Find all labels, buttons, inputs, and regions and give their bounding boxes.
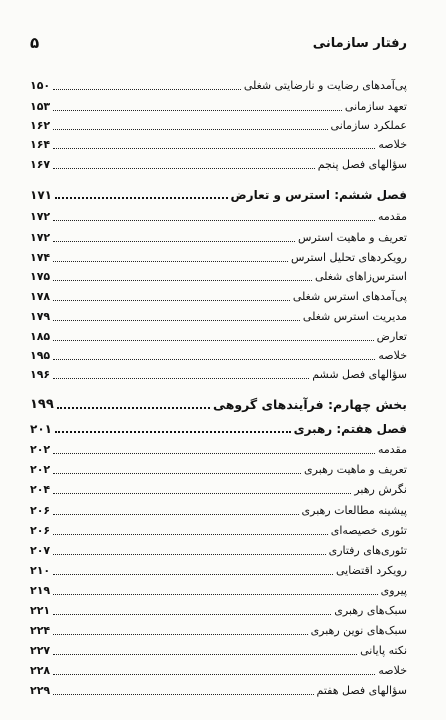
dot-leader [53, 514, 298, 515]
toc-entry [30, 153, 407, 172]
toc-entry-page: ۲۰۲ [30, 443, 51, 456]
toc-entry [30, 438, 407, 457]
toc-entry-page: ۲۰۷ [30, 544, 51, 557]
dot-leader [53, 378, 309, 379]
toc-entry [30, 579, 407, 598]
toc-entry-title: سبک‌های نوین رهبری [310, 624, 407, 637]
dot-leader [53, 654, 357, 655]
dot-leader [53, 261, 288, 262]
toc-entry [30, 478, 407, 497]
toc-entry-title: سؤالهای فصل پنجم [317, 158, 407, 171]
toc-entry [30, 499, 407, 518]
dot-leader [53, 534, 328, 535]
toc-entry-title: مدیریت استرس شغلی [302, 310, 407, 323]
toc-entry [30, 133, 407, 152]
toc-entry [30, 205, 407, 224]
toc-entry [30, 559, 407, 578]
toc-entry [30, 325, 407, 344]
toc-entry-title: نگرش رهبر [354, 483, 407, 496]
toc-entry [30, 95, 407, 114]
toc-entry [30, 285, 407, 304]
toc-entry-page: ۲۲۹ [30, 684, 51, 697]
toc-entry [30, 679, 407, 698]
toc-entry [30, 599, 407, 618]
toc-entry [30, 458, 407, 477]
toc-entry-page: ۱۶۷ [30, 158, 51, 171]
toc-entry-page: ۱۵۰ [30, 79, 51, 92]
dot-leader [53, 320, 300, 321]
toc-entry-title: فصل ششم: استرس و تعارض [230, 188, 407, 202]
dot-leader [53, 89, 241, 90]
dot-leader [53, 280, 312, 281]
dot-leader [53, 554, 325, 555]
toc-entry-page: ۱۷۸ [30, 290, 51, 303]
dot-leader [53, 694, 313, 695]
dot-leader [53, 674, 375, 675]
toc-entry-title: پی‌آمدهای استرس شغلی [292, 290, 407, 303]
toc-entry [30, 74, 407, 93]
dot-leader [53, 493, 351, 494]
toc-entry-title: تعهد سازمانی [344, 100, 407, 113]
toc-entry-page: ۱۹۶ [30, 368, 51, 381]
toc-entry-page: ۲۱۹ [30, 584, 51, 597]
toc-entry-page: ۲۰۱ [30, 422, 52, 436]
toc-entry-page: ۱۸۵ [30, 330, 51, 343]
toc-entry [30, 246, 407, 265]
toc-entry [30, 639, 407, 658]
toc-entry [30, 344, 407, 363]
dot-leader [53, 220, 375, 221]
toc-entry [30, 363, 407, 382]
toc-entry-title: فصل هفتم: رهبری [293, 422, 407, 436]
toc-entry [30, 619, 407, 638]
toc-entry-page: ۲۰۴ [30, 483, 51, 496]
dot-leader [53, 453, 375, 454]
toc-entry [30, 519, 407, 538]
toc-entry-title: تعارض [376, 330, 407, 343]
toc-entry-title: خلاصه [378, 349, 407, 362]
toc-entry-title: تعریف و ماهیت رهبری [304, 463, 407, 476]
toc-entry-title: پیروی [380, 584, 407, 597]
toc-entry-title: نکته پایانی [360, 644, 407, 657]
toc-entry [30, 539, 407, 558]
toc-entry-page: ۲۲۴ [30, 624, 51, 637]
toc-entry-page: ۱۵۳ [30, 100, 51, 113]
dot-leader [53, 300, 290, 301]
toc-entry-page: ۲۲۱ [30, 604, 51, 617]
toc-entry-title: عملکرد سازمانی [330, 119, 407, 132]
dot-leader [53, 614, 331, 615]
dot-leader [53, 574, 333, 575]
toc-entry-title: استرس‌زاهای شغلی [314, 270, 407, 283]
toc-part-heading [30, 393, 407, 412]
toc-entry-page: ۲۱۰ [30, 564, 51, 577]
toc-entry-title: تئوری‌های رفتاری [328, 544, 407, 557]
toc-chapter-heading [30, 417, 407, 436]
toc-entry-page: ۱۶۲ [30, 119, 51, 132]
toc-entry-title: مقدمه [377, 443, 407, 456]
toc-entry-page: ۱۷۹ [30, 310, 51, 323]
toc-entry-page: ۲۰۶ [30, 524, 51, 537]
dot-leader [53, 110, 342, 111]
toc-entry-title: خلاصه [378, 664, 407, 677]
toc-entry [30, 265, 407, 284]
dot-leader [53, 359, 375, 360]
toc-entry [30, 114, 407, 133]
toc-chapter-heading [30, 183, 407, 202]
toc-entry-title: خلاصه [378, 138, 407, 151]
toc-entry-page: ۲۲۷ [30, 644, 51, 657]
toc-entry-title: پیشینه مطالعات رهبری [301, 504, 407, 517]
toc-entry-page: ۲۲۸ [30, 664, 51, 677]
toc-entry-page: ۲۰۲ [30, 463, 51, 476]
dot-leader [53, 340, 374, 341]
toc-entry-page: ۱۷۲ [30, 231, 51, 244]
toc-entry-page: ۲۰۶ [30, 504, 51, 517]
running-title: رفتار سازمانی [312, 35, 407, 51]
toc-entry-page: ۱۹۵ [30, 349, 51, 362]
dot-leader [53, 634, 307, 635]
dot-leader [53, 129, 327, 130]
toc-entry-title: تئوری خصیصه‌ای [330, 524, 407, 537]
dot-leader [57, 407, 210, 409]
dot-leader [53, 168, 315, 169]
toc-entry-title: سبک‌های رهبری [334, 604, 407, 617]
dot-leader [55, 431, 291, 433]
toc-entry-title: سؤالهای فصل ششم [312, 368, 407, 381]
dot-leader [55, 197, 228, 199]
dot-leader [53, 241, 295, 242]
toc-entry-page: ۱۷۵ [30, 270, 51, 283]
page-number: ۵ [30, 34, 40, 52]
toc-entry [30, 659, 407, 678]
toc-entry-title: بخش چهارم: فرآیندهای گروهی [213, 397, 407, 412]
toc-entry-title: پی‌آمدهای رضایت و نارضایتی شغلی [243, 79, 407, 92]
toc-entry-title: سؤالهای فصل هفتم [316, 684, 407, 697]
toc-entry-title: رویکردهای تحلیل استرس [290, 251, 407, 264]
toc-entry-page: ۱۹۹ [30, 397, 54, 412]
toc-entry-page: ۱۷۱ [30, 188, 52, 202]
toc-entry-page: ۱۷۴ [30, 251, 51, 264]
dot-leader [53, 148, 375, 149]
dot-leader [53, 594, 377, 595]
toc-entry-page: ۱۷۲ [30, 210, 51, 223]
dot-leader [53, 473, 301, 474]
toc-entry-page: ۱۶۴ [30, 138, 51, 151]
toc-entry-title: تعریف و ماهیت استرس [298, 231, 407, 244]
toc-entry-title: رویکرد اقتضایی [336, 564, 407, 577]
toc-entry [30, 226, 407, 245]
toc-entry-title: مقدمه [377, 210, 407, 223]
toc-entry [30, 305, 407, 324]
